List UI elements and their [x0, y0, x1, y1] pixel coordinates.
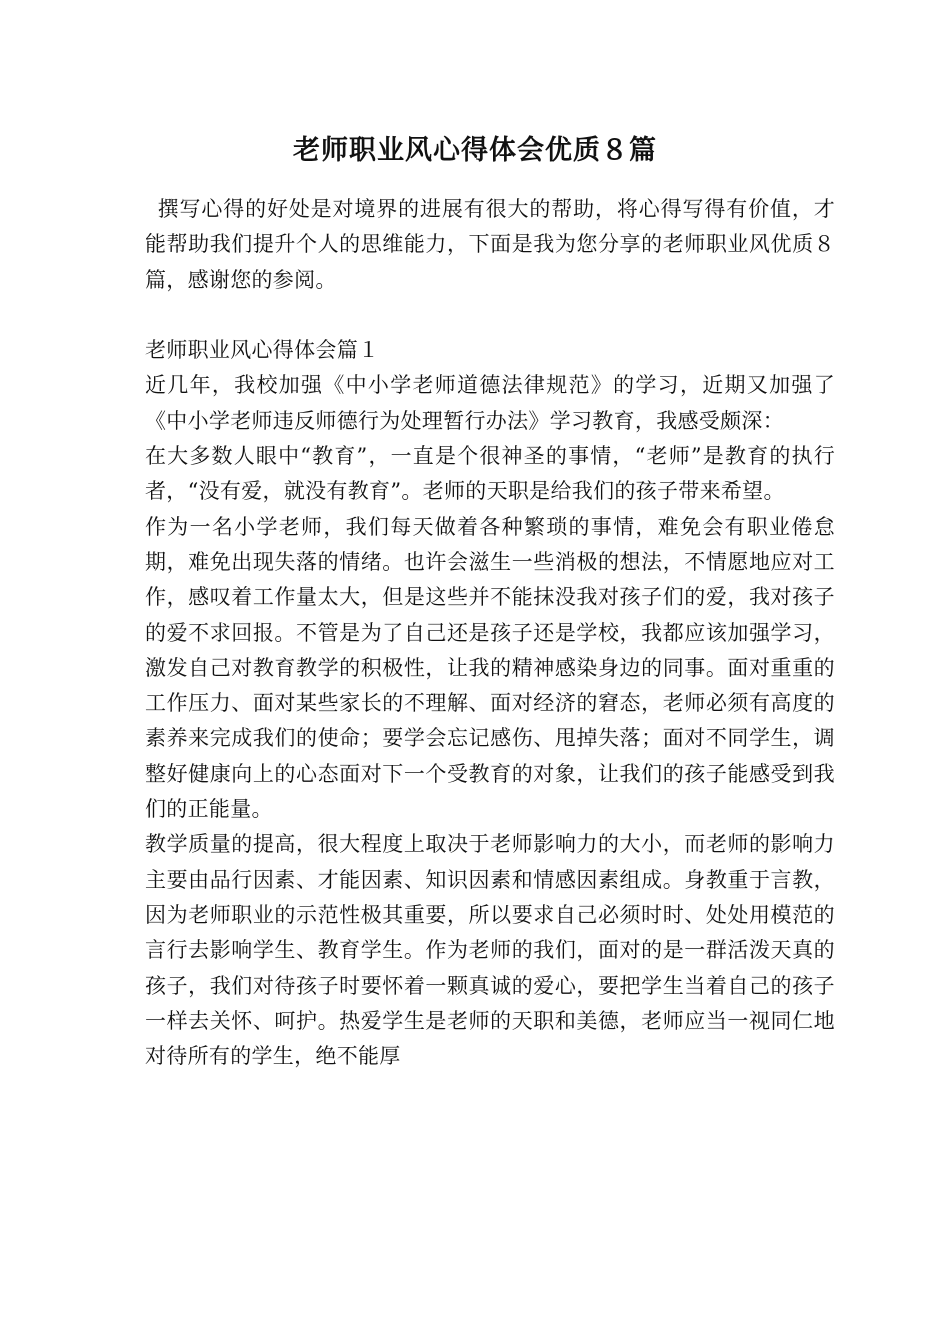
body-paragraph: 作为一名小学老师，我们每天做着各种繁琐的事情，难免会有职业倦怠期，难免出现失落的情绪。也许会滋生一些消极的想法，不情愿地应对工作，感叹着工作量太大，但是这些并不能抹没我对孩子们的爱，我对孩子的爱不求回报。不管是为了自己还是孩子还是学校，我都应该加强学习，激发自己对教育教学的积极性，让我的精神感染身边的同事。面对重重的工作压力、面对某些家长的不理解、面对经济的窘态，老师必须有高度的素养来完成我们的使命；要学会忘记感伤、甩掉失落；面对不同学生，调整好健康向上的心态面对下一个受教育的对象，让我们的孩子能感受到我们的正能量。: [145, 514, 835, 822]
document-body: [145, 192, 835, 1074]
body-paragraph: 近几年，我校加强《中小学老师道德法律规范》的学习，近期又加强了《中小学老师违反师德行为处理暂行办法》学习教育，我感受颇深：: [145, 373, 835, 433]
section-heading: 老师职业风心得体会篇１: [145, 338, 380, 363]
body-paragraph: 在大多数人眼中“教育”，一直是个很神圣的事情，“老师”是教育的执行者，“没有爱，就没有教育”。老师的天职是给我们的孩子带来希望。: [145, 444, 835, 504]
intro-paragraph: 撰写心得的好处是对境界的进展有很大的帮助，将心得写得有价值，才能帮助我们提升个人的思维能力，下面是我为您分享的老师职业风优质８篇，感谢您的参阅。: [145, 197, 835, 292]
body-paragraph: 教学质量的提高，很大程度上取决于老师影响力的大小，而老师的影响力主要由品行因素、才能因素、知识因素和情感因素组成。身教重于言教，因为老师职业的示范性极其重要，所以要求自己必须时时、处处用模范的言行去影响学生、教育学生。作为老师的我们，面对的是一群活泼天真的孩子，我们对待孩子时要怀着一颗真诚的爱心，要把学生当着自己的孩子一样去关怀、呵护。热爱学生是老师的天职和美德，老师应当一视同仁地对待所有的学生，绝不能厚: [145, 832, 835, 1069]
paragraph-spacer: [145, 298, 835, 333]
document-title: 老师职业风心得体会优质８篇: [293, 135, 657, 166]
